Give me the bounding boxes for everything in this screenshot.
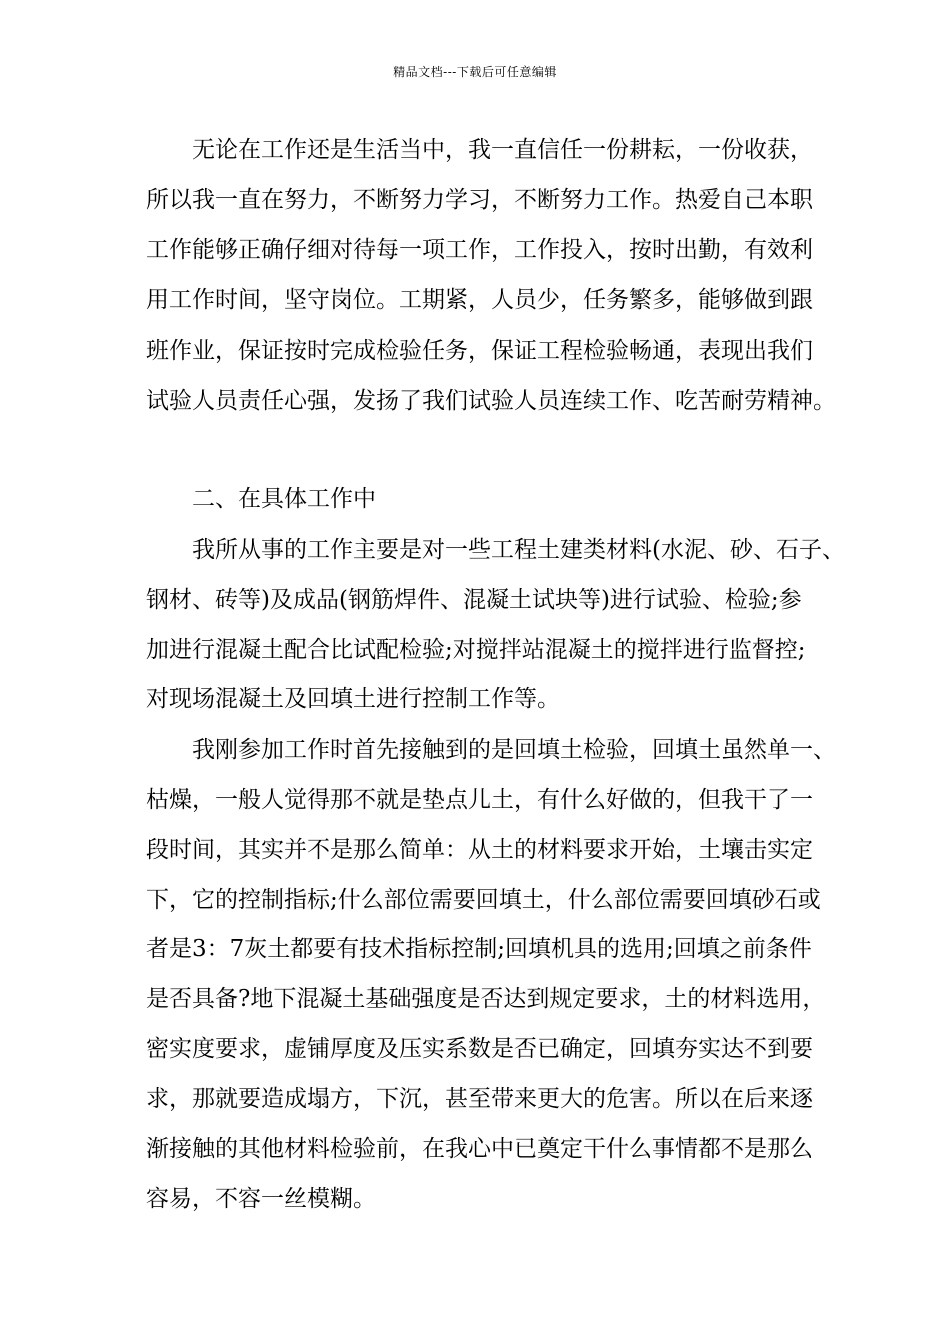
page-header: 精品文档---下载后可任意编辑 xyxy=(393,65,557,79)
paragraph-3-line-1: 我刚参加工作时首先接触到的是回填土检验，回填土虽然单一、 xyxy=(192,737,836,763)
section-heading: 二、在具体工作中 xyxy=(192,486,376,512)
paragraph-2-line-1: 我所从事的工作主要是对一些工程土建类材料(水泥、砂、石子、 xyxy=(192,537,845,563)
paragraph-1-line-6: 试验人员责任心强，发扬了我们试验人员连续工作、吃苦耐劳精神。 xyxy=(146,388,836,414)
paragraph-1-line-4: 用工作时间，坚守岗位。工期紧，人员少，任务繁多，能够做到跟 xyxy=(146,287,813,313)
paragraph-1-line-2: 所以我一直在努力，不断努力学习，不断努力工作。热爱自己本职 xyxy=(146,187,813,213)
paragraph-3-line-10: 容易，不容一丝模糊。 xyxy=(146,1186,376,1212)
paragraph-3-line-3: 段时间，其实并不是那么简单：从土的材料要求开始，土壤击实定 xyxy=(146,837,813,863)
paragraph-3-line-9: 渐接触的其他材料检验前，在我心中已奠定干什么事情都不是那么 xyxy=(146,1136,813,1162)
paragraph-3-line-6: 是否具备?地下混凝土基础强度是否达到规定要求，土的材料选用， xyxy=(146,986,826,1012)
paragraph-1-line-5: 班作业，保证按时完成检验任务，保证工程检验畅通，表现出我们 xyxy=(146,338,813,364)
paragraph-3-line-7: 密实度要求，虚铺厚度及压实系数是否已确定，回填夯实达不到要 xyxy=(146,1036,813,1062)
paragraph-2-line-4: 对现场混凝土及回填土进行控制工作等。 xyxy=(146,686,560,712)
paragraph-2-line-3: 加进行混凝土配合比试配检验;对搅拌站混凝土的搅拌进行监督控; xyxy=(146,637,806,663)
paragraph-3-line-5: 者是3：7灰土都要有技术指标控制;回填机具的选用;回填之前条件 xyxy=(146,936,812,962)
paragraph-3-line-8: 求，那就要造成塌方，下沉，甚至带来更大的危害。所以在后来逐 xyxy=(146,1086,813,1112)
paragraph-2-line-2: 钢材、砖等)及成品(钢筋焊件、混凝土试块等)进行试验、检验;参 xyxy=(146,587,802,613)
paragraph-3-line-4: 下，它的控制指标;什么部位需要回填土，什么部位需要回填砂石或 xyxy=(146,887,821,913)
paragraph-3-line-2: 枯燥，一般人觉得那不就是垫点儿土，有什么好做的，但我干了一 xyxy=(146,787,813,813)
paragraph-1-line-1: 无论在工作还是生活当中，我一直信任一份耕耘，一份收获， xyxy=(192,137,813,163)
paragraph-1-line-3: 工作能够正确仔细对待每一项工作，工作投入，按时出勤，有效利 xyxy=(146,237,813,263)
